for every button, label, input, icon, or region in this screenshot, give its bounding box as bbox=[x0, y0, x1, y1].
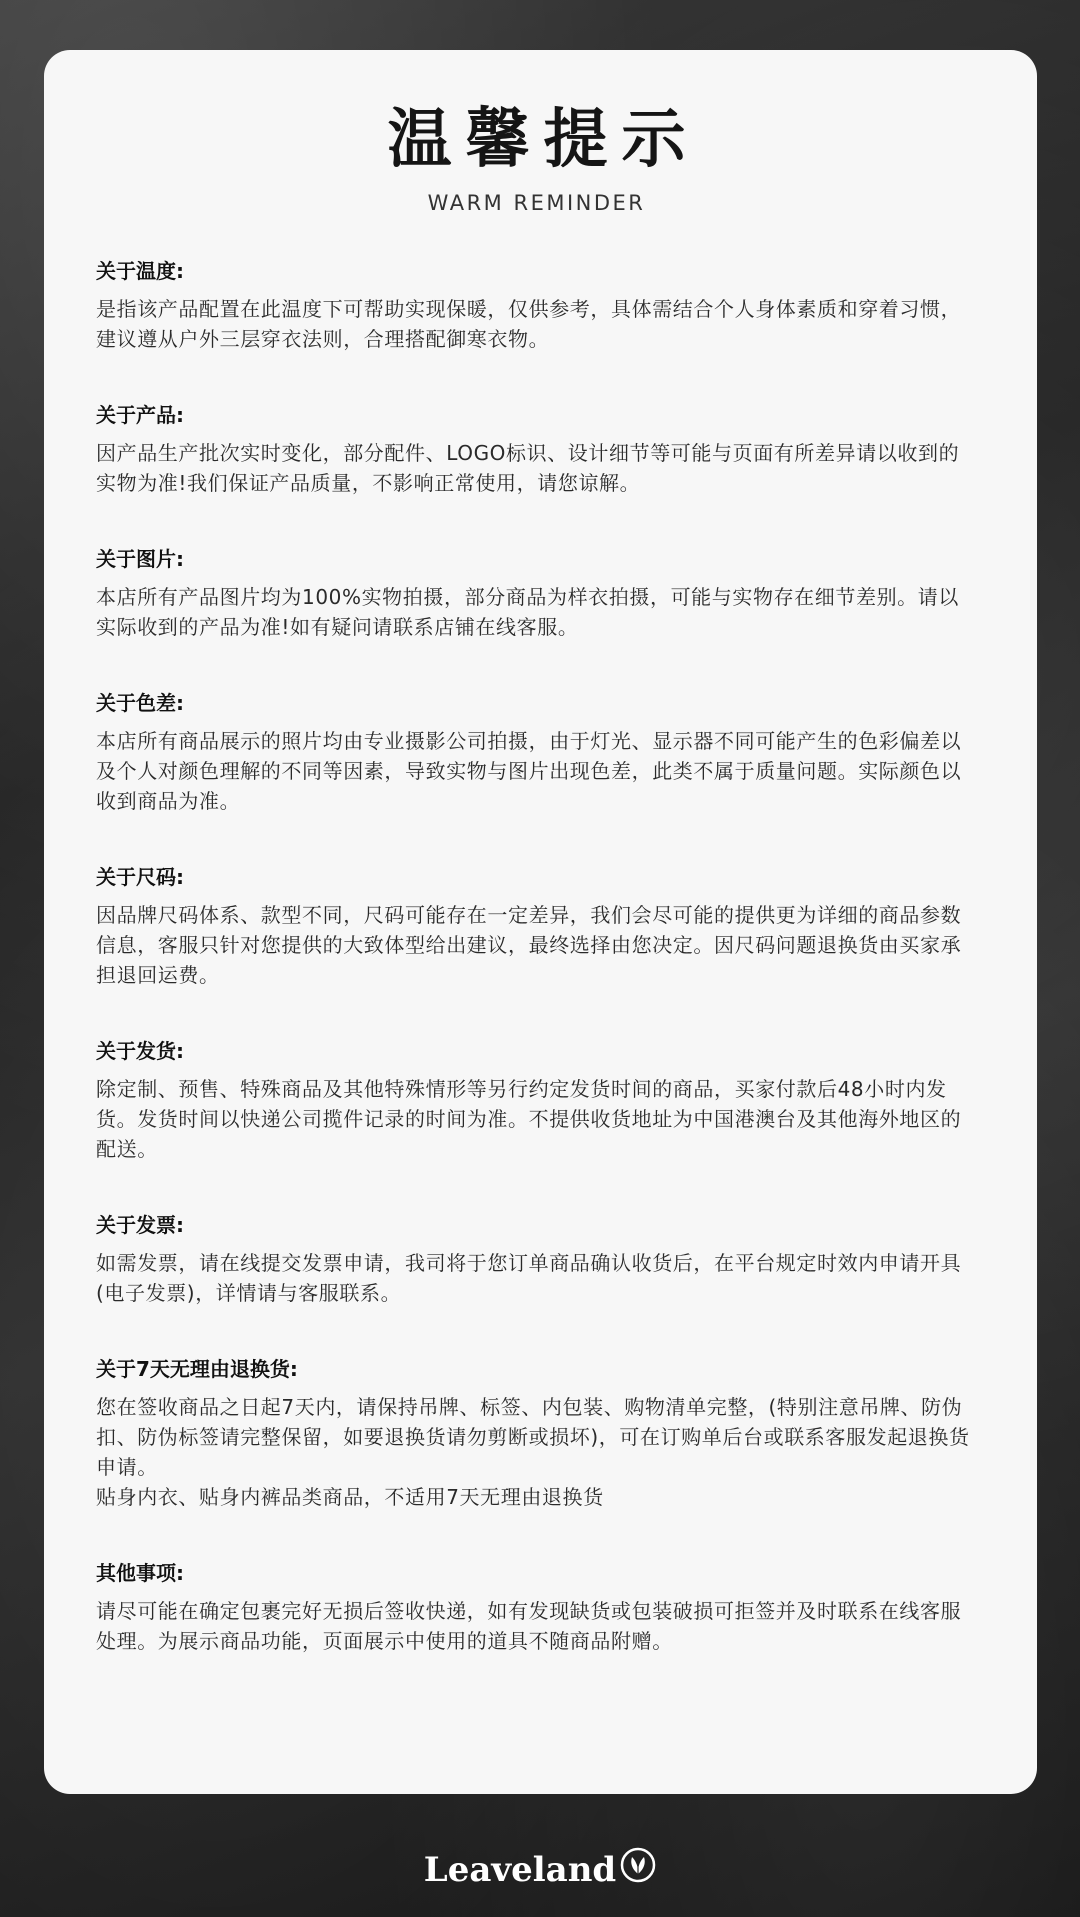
section-product bbox=[96, 400, 977, 498]
section-heading: 关于产品: bbox=[96, 403, 184, 427]
section-returns bbox=[96, 1354, 977, 1512]
section-shipping bbox=[96, 1036, 977, 1164]
section-invoice bbox=[96, 1210, 977, 1308]
page-subtitle: WARM REMINDER bbox=[427, 191, 646, 215]
section-text: 因产品生产批次实时变化，部分配件、LOGO标识、设计细节等可能与页面有所差异请以收到的实物为准!我们保证产品质量，不影响正常使用，请您谅解。 bbox=[96, 441, 960, 495]
section-heading: 关于温度: bbox=[96, 259, 184, 283]
section-text: 请尽可能在确定包裹完好无损后签收快递，如有发现缺货或包装破损可拒签并及时联系在线客服处理。为展示商品功能，页面展示中使用的道具不随商品附赠。 bbox=[96, 1599, 962, 1653]
section-heading: 关于图片: bbox=[96, 547, 184, 571]
section-temperature bbox=[96, 256, 977, 354]
section-sizing bbox=[96, 862, 977, 990]
section-text: 除定制、预售、特殊商品及其他特殊情形等另行约定发货时间的商品，买家付款后48小时内发货。发货时间以快递公司揽件记录的时间为准。不提供收货地址为中国港澳台及其他海外地区的配送。 bbox=[96, 1077, 962, 1161]
section-text: 是指该产品配置在此温度下可帮助实现保暖，仅供参考，具体需结合个人身体素质和穿着习惯，建议遵从户外三层穿衣法则，合理搭配御寒衣物。 bbox=[96, 297, 962, 351]
section-other bbox=[96, 1558, 977, 1656]
reminder-sections bbox=[96, 256, 977, 1656]
section-text: 您在签收商品之日起7天内，请保持吊牌、标签、内包装、购物清单完整，(特别注意吊牌、防伪扣、防伪标签请完整保留，如要退换货请勿剪断或损坏)，可在订购单后台或联系客服发起退换货申请。 bbox=[96, 1395, 970, 1479]
section-heading: 关于尺码: bbox=[96, 865, 184, 889]
section-text: 如需发票，请在线提交发票申请，我司将于您订单商品确认收货后，在平台规定时效内申请开具(电子发票)，详情请与客服联系。 bbox=[96, 1251, 962, 1305]
section-heading: 关于7天无理由退换货: bbox=[96, 1357, 298, 1381]
page-title: 温馨提示 bbox=[387, 103, 700, 177]
brand-name: Leaveland bbox=[423, 1850, 617, 1890]
section-heading: 关于发货: bbox=[96, 1039, 184, 1063]
section-heading: 其他事项: bbox=[96, 1561, 184, 1585]
brand-logo bbox=[0, 1850, 1080, 1892]
section-heading: 关于色差: bbox=[96, 691, 184, 715]
leaf-emblem-icon bbox=[620, 1847, 656, 1892]
section-color-difference bbox=[96, 688, 977, 816]
section-heading: 关于发票: bbox=[96, 1213, 184, 1237]
section-text: 本店所有产品图片均为100%实物拍摄，部分商品为样衣拍摄，可能与实物存在细节差别。请以实际收到的产品为准!如有疑问请联系店铺在线客服。 bbox=[96, 585, 959, 639]
section-images bbox=[96, 544, 977, 642]
reminder-card bbox=[44, 50, 1037, 1794]
section-text: 本店所有商品展示的照片均由专业摄影公司拍摄，由于灯光、显示器不同可能产生的色彩偏差以及个人对颜色理解的不同等因素，导致实物与图片出现色差，此类不属于质量问题。实际颜色以收到商品为准。 bbox=[96, 729, 962, 813]
section-text: 贴身内衣、贴身内裤品类商品，不适用7天无理由退换货 bbox=[96, 1485, 604, 1509]
section-text: 因品牌尺码体系、款型不同，尺码可能存在一定差异，我们会尽可能的提供更为详细的商品参数信息，客服只针对您提供的大致体型给出建议，最终选择由您决定。因尺码问题退换货由买家承担退回运费。 bbox=[96, 903, 962, 987]
